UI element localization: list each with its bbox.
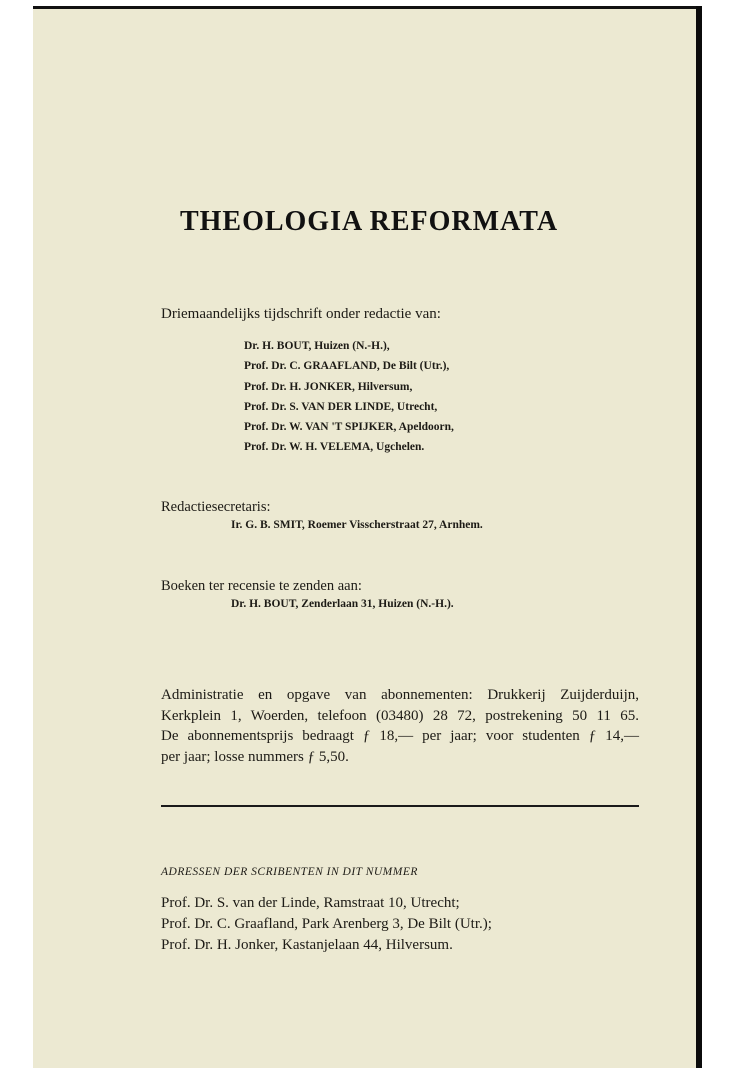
- administration-line: De abonnementsprijs bedraagt ƒ 18,— per jaar; voor studenten ƒ 14,—: [161, 728, 639, 744]
- editor-entry: Prof. Dr. W. VAN 'T SPIJKER, Apeldoorn,: [244, 421, 454, 434]
- editor-entry: Dr. H. BOUT, Huizen (N.-H.),: [244, 340, 390, 352]
- administration-line: Kerkplein 1, Woerden, telefoon (03480) 28 72, postrekening 50 11 65.: [161, 707, 639, 724]
- administration-paragraph: [161, 685, 639, 767]
- secretaries-value: Ir. G. B. SMIT, Roemer Visscherstraat 27, Arnhem.: [231, 519, 483, 531]
- review-books-label: Boeken ter recensie te zenden aan:: [161, 578, 362, 594]
- addresses-list: [161, 893, 492, 956]
- review-books-value: Dr. H. BOUT, Zenderlaan 31, Huizen (N.-H.).: [231, 598, 454, 610]
- editor-entry: Prof. Dr. C. GRAAFLAND, De Bilt (Utr.),: [244, 360, 450, 373]
- scan-edge-top: [33, 6, 700, 9]
- secretaries-label: Redactiesecretaris:: [161, 499, 271, 515]
- administration-line: Administratie en opgave van abonnementen: Drukkerij Zuijderduijn,: [161, 687, 639, 703]
- address-entry: Prof. Dr. H. Jonker, Kastanjelaan 44, Hilversum.: [161, 937, 453, 953]
- addresses-heading: ADRESSEN DER SCRIBENTEN IN DIT NUMMER: [161, 866, 418, 878]
- address-entry: Prof. Dr. S. van der Linde, Ramstraat 10, Utrecht;: [161, 895, 460, 911]
- scan-edge-right: [696, 6, 702, 1068]
- address-entry: Prof. Dr. C. Graafland, Park Arenberg 3, De Bilt (Utr.);: [161, 916, 492, 932]
- editor-list: [244, 336, 454, 458]
- editorial-intro: Driemaandelijks tijdschrift onder redactie van:: [161, 306, 441, 322]
- editor-entry: Prof. Dr. W. H. VELEMA, Ugchelen.: [244, 441, 425, 454]
- editor-entry: Prof. Dr. S. VAN DER LINDE, Utrecht,: [244, 400, 438, 413]
- administration-line: per jaar; losse nummers ƒ 5,50.: [161, 748, 349, 765]
- editor-entry: Prof. Dr. H. JONKER, Hilversum,: [244, 380, 413, 393]
- section-divider: [161, 805, 639, 807]
- journal-title: THEOLOGIA REFORMATA: [179, 206, 559, 237]
